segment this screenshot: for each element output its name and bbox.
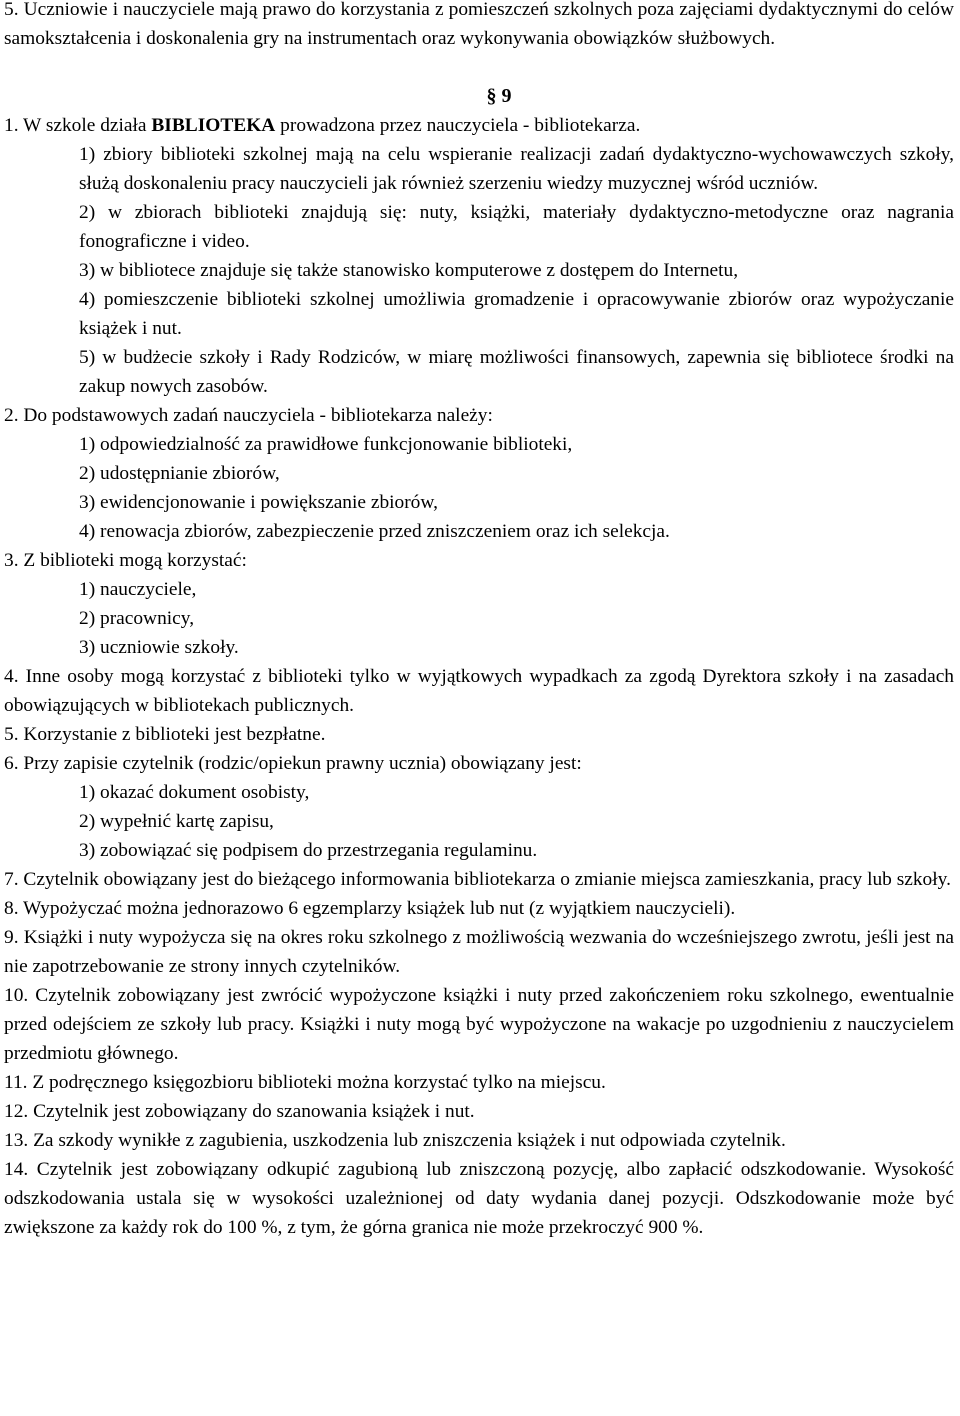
point-11: 11. Z podręcznego księgozbioru biblioteki można korzystać tylko na miejscu. — [4, 1072, 606, 1093]
point-9: 9. Książki i nuty wypożycza się na okres roku szkolnego z możliwością wezwania do wcześniejszego zwrotu, jeśli jest na nie zapotrzebowanie ze strony innych czytelników. — [4, 927, 954, 977]
point-2-item-2: 2) udostępnianie zbiorów, — [79, 463, 280, 484]
point-1-lead: 1. W szkole działa — [4, 115, 152, 136]
point-1-item-4: 4) pomieszczenie biblioteki szkolnej umożliwia gromadzenie i opracowywanie zbiorów oraz wypożyczanie książek i nut. — [79, 289, 954, 339]
point-6: 6. Przy zapisie czytelnik (rodzic/opiekun prawny ucznia) obowiązany jest: — [4, 753, 582, 774]
point-3-list — [4, 575, 954, 662]
library-title: BIBLIOTEKA — [151, 115, 276, 136]
point-13: 13. Za szkody wynikłe z zagubienia, uszkodzenia lub zniszczenia książek i nut odpowiada czytelnik. — [4, 1130, 786, 1151]
point-7: 7. Czytelnik obowiązany jest do bieżącego informowania bibliotekarza o zmianie miejsca zamieszkania, pracy lub szkoły. — [4, 869, 951, 890]
point-14: 14. Czytelnik jest zobowiązany odkupić zagubioną lub zniszczoną pozycję, albo zapłacić odszkodowanie. Wysokość odszkodowania ustala się w wysokości uzależnionej od daty wydania danej pozycji. Odszkodowanie może być zwiększone za każdy rok do 100 %, z tym, że górna granica nie może przekroczyć 900 %. — [4, 1159, 954, 1238]
point-3-item-2: 2) pracownicy, — [79, 608, 195, 629]
point-2-item-3: 3) ewidencjonowanie i powiększanie zbiorów, — [79, 492, 438, 513]
point-2: 2. Do podstawowych zadań nauczyciela - bibliotekarza należy: — [4, 405, 493, 426]
point-1-item-2: 2) w zbiorach biblioteki znajdują się: nuty, książki, materiały dydaktyczno-metodyczne oraz nagrania fonograficzne i video. — [79, 202, 954, 252]
point-8: 8. Wypożyczać można jednorazowo 6 egzemplarzy książek lub nut (z wyjątkiem nauczycieli). — [4, 898, 736, 919]
point-6-item-1: 1) okazać dokument osobisty, — [79, 782, 310, 803]
point-1-item-1: 1) zbiory biblioteki szkolnej mają na celu wspieranie realizacji zadań dydaktyczno-wychowawczych szkoły, służą doskonaleniu pracy nauczycieli jak również szerzeniu wiedzy muzycznej wśród uczniów. — [79, 144, 954, 194]
section-heading: § 9 — [486, 85, 512, 107]
document-page — [4, 0, 954, 1242]
point-1 — [4, 111, 954, 140]
point-6-item-3: 3) zobowiązać się podpisem do przestrzegania regulaminu. — [79, 840, 538, 861]
point-1-list — [4, 140, 954, 401]
point-1-item-5: 5) w budżecie szkoły i Rady Rodziców, w miarę możliwości finansowych, zapewnia się bibliotece środki na zakup nowych zasobów. — [79, 347, 954, 397]
point-3-item-3: 3) uczniowie szkoły. — [79, 637, 239, 658]
point-1-tail: prowadzona przez nauczyciela - bibliotekarza. — [275, 115, 641, 136]
point-6-item-2: 2) wypełnić kartę zapisu, — [79, 811, 274, 832]
point-6-list — [4, 778, 954, 865]
point-5: 5. Korzystanie z biblioteki jest bezpłatne. — [4, 724, 326, 745]
point-10: 10. Czytelnik zobowiązany jest zwrócić wypożyczone książki i nuty przed zakończeniem roku szkolnego, ewentualnie przed odejściem ze szkoły lub pracy. Książki i nuty mogą być wypożyczone na wakacje po uzgodnieniu z nauczycielem przedmiotu głównego. — [4, 985, 954, 1064]
point-2-list — [4, 430, 954, 546]
point-2-item-1: 1) odpowiedzialność za prawidłowe funkcjonowanie biblioteki, — [79, 434, 573, 455]
point-3-item-1: 1) nauczyciele, — [79, 579, 197, 600]
point-1-item-3: 3) w bibliotece znajduje się także stanowisko komputerowe z dostępem do Internetu, — [79, 260, 739, 281]
point-3: 3. Z biblioteki mogą korzystać: — [4, 550, 247, 571]
point-12: 12. Czytelnik jest zobowiązany do szanowania książek i nut. — [4, 1101, 475, 1122]
paragraph-5: 5. Uczniowie i nauczyciele mają prawo do korzystania z pomieszczeń szkolnych poza zajęciami dydaktycznymi do celów samokształcenia i doskonalenia gry na instrumentach oraz wykonywania obowiązków służbowych. — [4, 0, 954, 49]
point-4: 4. Inne osoby mogą korzystać z biblioteki tylko w wyjątkowych wypadkach za zgodą Dyrektora szkoły i na zasadach obowiązujących w bibliotekach publicznych. — [4, 666, 954, 716]
point-2-item-4: 4) renowacja zbiorów, zabezpieczenie przed zniszczeniem oraz ich selekcja. — [79, 521, 670, 542]
